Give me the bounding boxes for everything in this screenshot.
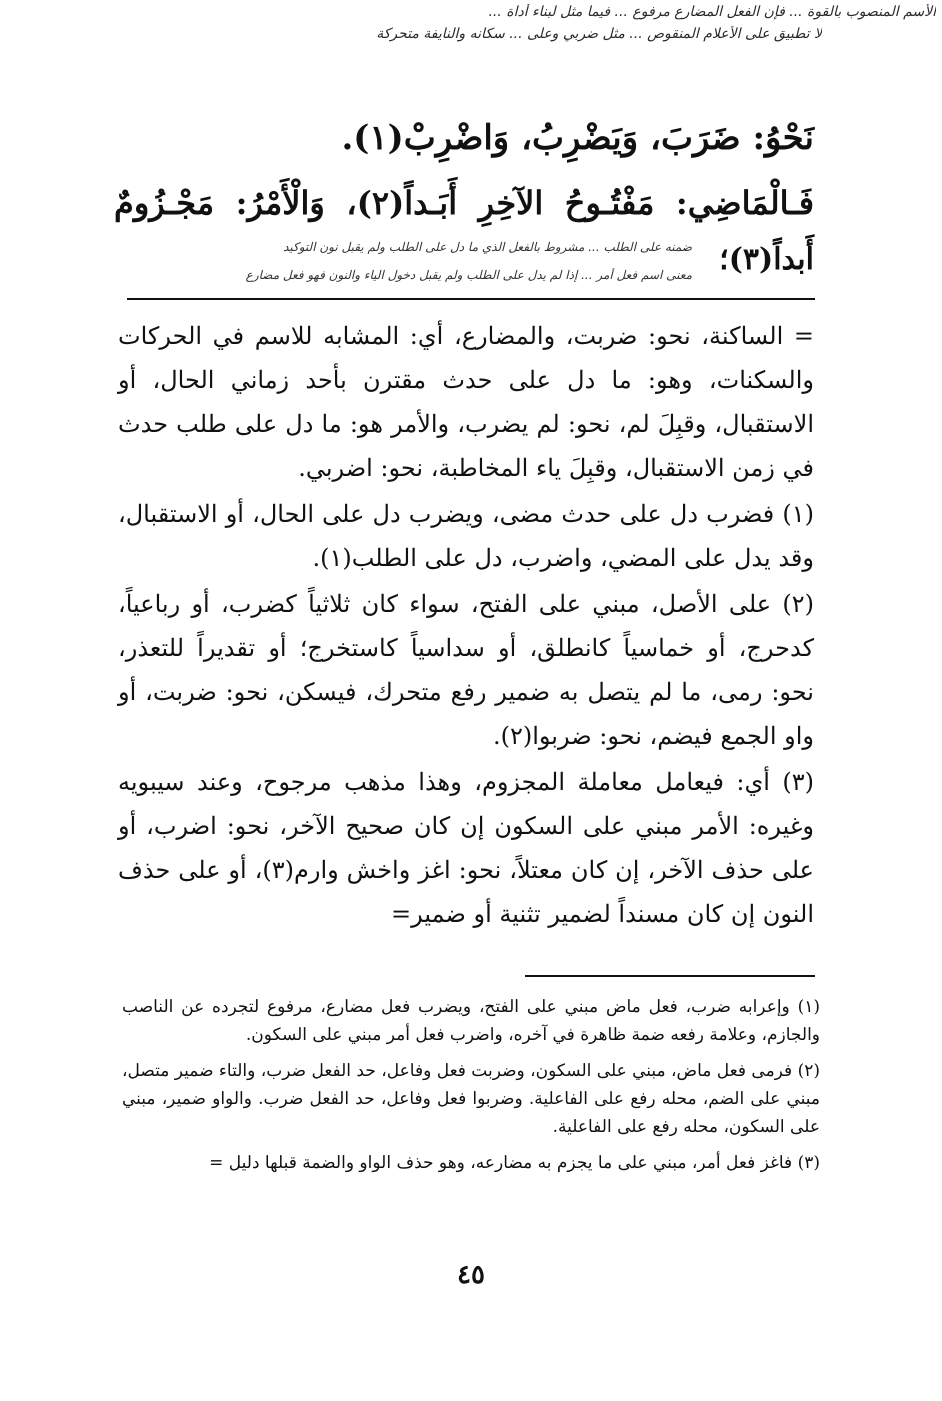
footnotes-block	[122, 993, 820, 1185]
matn-line-1: نَحْوُ: ضَرَبَ، وَيَضْرِبُ، وَاضْرِبْ(١).	[341, 118, 814, 158]
commentary-block	[118, 314, 814, 936]
handwritten-note-mid-1: ضمنه على الطلب ... مشروط بالفعل الذي ما دل على الطلب ولم يقبل نون التوكيد	[283, 240, 692, 254]
handwritten-note-top-1: الأسم المنصوب بالقوة ... فإن الفعل المضارع مرفوع ... فيما مثل لبناء أداة ...	[488, 4, 936, 20]
commentary-continuation: = الساكنة، نحو: ضربت، والمضارع، أي: المشابه للاسم في الحركات والسكنات، وهو: ما دل على حدث مقترن بأحد زماني الحال، أو الاستقبال، وقبِلَ لم، نحو: لم يضرب، والأمر هو: ما دل على طلب حدث في زمن الاستقبال، وقبِلَ ياء المخاطبة، نحو: اضربي.	[118, 322, 815, 482]
handwritten-note-top-2: لا تطبيق على الأعلام المنقوص ... مثل ضربي وعلى ... سكانه والنايفة متحركة	[376, 26, 822, 42]
footnote-2: (٢) فرمى فعل ماض، مبني على السكون، وضربت فعل وفاعل، حد الفعل ضرب، والتاء ضمير متصل، مبني على الضم، محله رفع على الفاعلية. وضربوا فعل وفاعل، حد الفعل ضرب. والواو ضمير، مبني على السكون، محله رفع على الفاعلية.	[122, 1061, 820, 1137]
commentary-note-3: (٣) أي: فيعامل معاملة المجزوم، وهذا مذهب مرجوح، وعند سيبويه وغيره: الأمر مبني على السكون إن كان صحيح الآخر، نحو: اضرب، أو على حذف الآخر، إن كان معتلاً، نحو: اغز واخش وارم(٣)، أو على حذف النون إن كان مسنداً لضمير تثنية أو ضمير=	[118, 768, 814, 928]
matn-line-2: فَـالْمَاضِي: مَفْتُـوحُ الآخِرِ أَبَـداً(٢)، وَالْأَمْرُ: مَجْـزُومٌ	[114, 184, 815, 222]
matn-line-3: أَبداً(٣)؛	[719, 242, 814, 277]
footnote-3: (٣) فاغز فعل أمر، مبني على ما يجزم به مضارعه، وهو حذف الواو والضمة قبلها دليل =	[209, 1153, 820, 1173]
matn-divider	[127, 298, 815, 300]
handwritten-note-mid-2: معنى اسم فعل أمر ... إذا لم يدل على الطلب ولم يقبل دخول الياء والنون فهو فعل مضارع	[245, 268, 692, 282]
page-number: ٤٥	[457, 1260, 485, 1290]
commentary-note-2: (٢) على الأصل، مبني على الفتح، سواء كان ثلاثياً كضرب، أو رباعياً، كدحرج، أو خماسياً كانطلق، أو سداسياً كاستخرج؛ أو تقديراً للتعذر، نحو: رمى، ما لم يتصل به ضمير رفع متحرك، فيسكن، نحو: ضربت، أو واو الجمع فيضم، نحو: ضربوا(٢).	[118, 590, 814, 750]
footnote-1: (١) وإعرابه ضرب، فعل ماض مبني على الفتح، ويضرب فعل مضارع، مرفوع لتجرده عن الناصب والجازم، وعلامة رفعه ضمة ظاهرة في آخره، واضرب فعل أمر مبني على السكون.	[122, 997, 820, 1045]
commentary-note-1: (١) فضرب دل على حدث مضى، ويضرب دل على الحال، أو الاستقبال، وقد يدل على المضي، واضرب، دل على الطلب(١).	[118, 500, 814, 572]
footnote-divider	[525, 975, 815, 977]
